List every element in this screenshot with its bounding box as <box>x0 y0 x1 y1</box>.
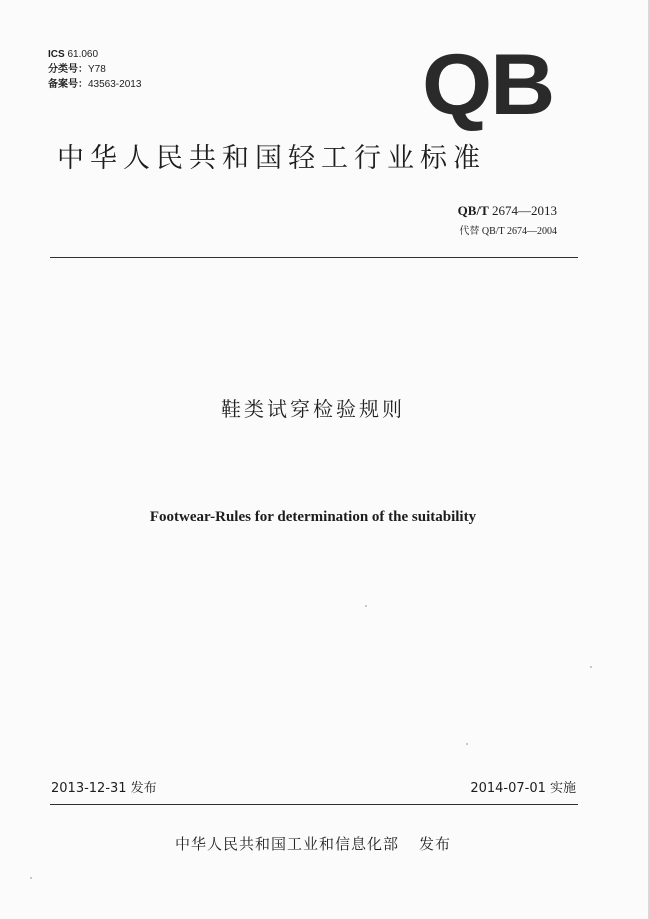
scan-speck <box>590 666 592 668</box>
standard-prefix: QB/T <box>457 203 489 218</box>
standard-code <box>458 202 557 220</box>
implementation-date: 2014-07-01 实施 <box>470 781 576 796</box>
classification-label: 分类号： <box>48 64 88 75</box>
classification-value: Y78 <box>88 64 106 75</box>
footer-divider <box>50 804 578 805</box>
scan-speck <box>365 605 367 607</box>
record-label: 备案号： <box>48 79 88 90</box>
english-title: Footwear-Rules for determination of the suitability <box>149 509 477 525</box>
issue-date: 2013-12-31 发布 <box>51 781 157 796</box>
replaces-standard: 代替 QB/T 2674—2004 <box>459 226 557 237</box>
record-value: 43563-2013 <box>88 79 142 90</box>
ics-value: 61.060 <box>67 49 99 60</box>
scan-speck <box>30 877 32 879</box>
publisher-name: 中华人民共和国工业和信息化部 <box>174 835 399 853</box>
chinese-title: 鞋类试穿检验规则 <box>221 397 405 421</box>
publisher-line <box>0 833 626 855</box>
ics-code-row <box>48 47 141 62</box>
ics-label: ICS <box>48 49 65 60</box>
scan-speck <box>466 743 468 745</box>
header-divider <box>50 257 578 258</box>
publish-action: 发布 <box>419 835 452 853</box>
classification-row <box>48 62 141 77</box>
document-metadata <box>48 47 141 92</box>
standard-number: 2674—2013 <box>492 203 557 218</box>
record-number-row <box>48 77 141 92</box>
qb-standard-logo: QB <box>422 37 554 133</box>
industry-standard-title: 中华人民共和国轻工行业标准 <box>57 143 486 174</box>
